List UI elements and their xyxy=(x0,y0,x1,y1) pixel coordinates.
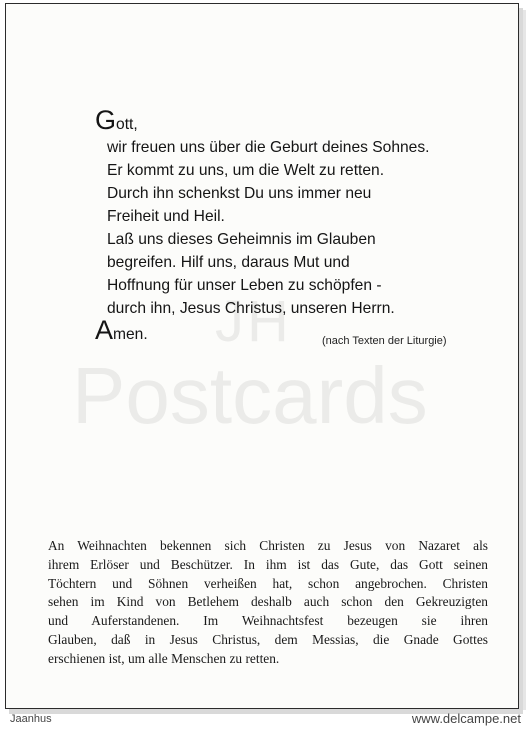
paragraph-line: und Auferstandenen. Im Weihnachtsfest bezeugen sie ihren xyxy=(48,613,488,629)
prayer-line: Durch ihn schenkst Du uns immer neu xyxy=(107,185,372,202)
footer-seller: Jaanhus xyxy=(10,713,52,725)
prayer-line: wir freuen uns über die Geburt deines Sohnes. xyxy=(107,139,430,156)
paragraph-line: Glauben, daß in Jesus Christus, dem Messias, die Gnade Gottes xyxy=(48,631,488,647)
paragraph-line: An Weihnachten bekennen sich Christen zu Jesus von Nazaret als xyxy=(48,538,488,553)
prayer-line: Laß uns dieses Geheimnis im Glauben xyxy=(107,231,376,248)
paragraph-line: sehen im Kind von Betlehem deshalb auch schon den Gekreuzigten xyxy=(48,594,488,610)
prayer-line: Er kommt zu uns, um die Welt zu retten. xyxy=(107,162,385,179)
card-shadow xyxy=(518,10,526,710)
prayer-line: begreifen. Hilf uns, daraus Mut und xyxy=(107,254,350,271)
prayer-text xyxy=(95,105,495,346)
prayer-line: Hoffnung für unser Leben zu schöpfen - xyxy=(107,277,382,294)
prayer-first-rest: ott, xyxy=(116,116,138,133)
prayer-line: Freiheit und Heil. xyxy=(107,208,225,225)
drop-cap-g: G xyxy=(95,105,117,135)
prayer-amen-rest: men. xyxy=(113,326,148,343)
footer-site: www.delcampe.net xyxy=(411,711,521,726)
paragraph-line: ihrem Erlöser und Beschützer. In ihm ist das Gute, das Gott seinen xyxy=(48,556,488,572)
prayer-first-line xyxy=(95,105,495,136)
prayer-line: durch ihn, Jesus Christus, unseren Herrn. xyxy=(107,300,395,317)
drop-cap-a: A xyxy=(95,315,114,345)
paragraph-line: erschienen ist, um alle Menschen zu retten. xyxy=(48,650,280,666)
paragraph-line: Töchtern und Söhnen verheißen hat, schon angebrochen. Christen xyxy=(48,575,488,591)
description-paragraph xyxy=(48,537,488,669)
prayer-source: (nach Texten der Liturgie) xyxy=(322,335,447,347)
